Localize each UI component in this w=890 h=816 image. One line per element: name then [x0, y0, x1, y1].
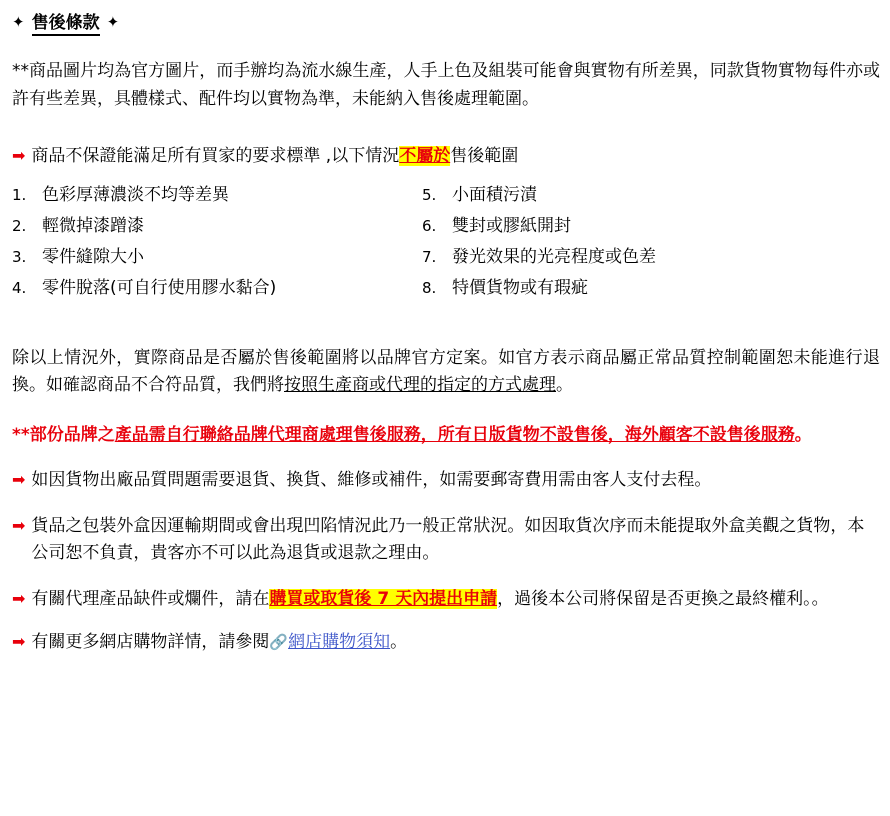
list-item-label: 零件縫隙大小	[42, 246, 144, 267]
star-icon-right: ✦	[106, 12, 120, 31]
exclusion-list-column-left	[12, 184, 422, 311]
claim-before: 有關代理產品缺件或爛件，請在	[31, 588, 270, 609]
brand-decision-part1: 除以上情況外，實際商品是否屬於售後範圍將以品牌官方定案。如官方表示商品屬正常品質控制範圍恕未能進行退換。如確認商品不合符品質，我們將	[12, 347, 880, 396]
shopping-guide-before: 有關更多網店購物詳情，請參閱	[31, 632, 270, 653]
list-item	[422, 184, 852, 205]
brand-decision-part3: 。	[556, 375, 573, 396]
paragraph-not-included	[0, 143, 890, 171]
list-item-label: 小面積污漬	[452, 184, 537, 205]
list-item-number: 7.	[422, 247, 437, 266]
paragraph-claim-window	[0, 586, 890, 614]
list-item	[12, 277, 422, 298]
brand-decision-underline: 按照生產商或代理的指定的方式處理	[284, 375, 556, 396]
list-item	[422, 215, 852, 236]
claim-highlight: 購買或取貨後 7 天內提出申請	[269, 588, 498, 609]
list-item-number: 5.	[422, 185, 437, 204]
list-item	[12, 184, 422, 205]
list-item-label: 零件脫落(可自行使用膠水黏合)	[42, 277, 277, 298]
exclusion-list	[0, 184, 890, 311]
page-title-text: 售後條款	[32, 8, 100, 36]
paragraph-brand-decision	[0, 345, 890, 400]
list-item-label: 發光效果的光亮程度或色差	[452, 246, 656, 267]
arrow-right-icon: ➡	[12, 470, 26, 490]
list-item-label: 色彩厚薄濃淡不均等差異	[42, 184, 229, 205]
exclusion-list-column-right	[422, 184, 852, 311]
not-included-highlight: 不屬於	[399, 146, 451, 167]
list-item-number: 8.	[422, 278, 437, 297]
paragraph-product-images: **商品圖片均為官方圖片，而手辦均為流水線生產，人手上色及組裝可能會與實物有所差異，同款貨物實物每件亦或許有些差異，具體樣式、配件均以實物為準，未能納入售後處理範圍。	[12, 61, 880, 109]
list-item-number: 3.	[12, 247, 27, 266]
claim-after: ，過後本公司將保留是否更換之最終權利。。	[497, 588, 829, 609]
page-title	[0, 0, 890, 36]
list-item-number: 6.	[422, 216, 437, 235]
arrow-right-icon: ➡	[12, 588, 26, 608]
list-item-label: 雙封或膠紙開封	[452, 215, 571, 236]
shopping-guide-after: 。	[390, 632, 408, 653]
list-item-number: 1.	[12, 185, 27, 204]
paragraph-shipping-fee	[0, 467, 890, 495]
list-item	[12, 246, 422, 267]
star-icon-left: ✦	[12, 12, 25, 31]
not-included-after: 售後範圍	[450, 146, 519, 167]
shipping-fee-text: 如因貨物出廠品質問題需要退貨、換貨、維修或補件，如需要郵寄費用需由客人支付去程。	[31, 470, 712, 491]
link-icon: 🔗	[269, 633, 289, 652]
list-item	[12, 215, 422, 236]
box-condition-text: 貨品之包裝外盒因運輸期間或會出現凹陷情況此乃一般正常狀況。如因取貨次序而未能提取外盒美觀之貨物，本公司恕不負責，貴客亦不可以此為退貨或退款之理由。	[31, 515, 865, 564]
list-item-label: 特價貨物或有瑕疵	[452, 277, 588, 298]
arrow-right-icon: ➡	[12, 515, 26, 535]
list-item-number: 2.	[12, 216, 27, 235]
paragraph-box-condition	[0, 513, 890, 568]
not-included-before: 商品不保證能滿足所有買家的要求標準 ,以下情況	[31, 146, 400, 167]
shopping-guide-link[interactable]: 網店購物須知	[288, 632, 391, 653]
agent-notice-part1: **部份品牌之	[12, 424, 115, 445]
agent-notice-part3: 。	[794, 424, 812, 445]
arrow-right-icon: ➡	[12, 146, 26, 166]
list-item	[422, 277, 852, 298]
list-item	[422, 246, 852, 267]
paragraph-shopping-guide	[0, 629, 890, 657]
paragraph-agent-service-notice	[0, 422, 890, 450]
agent-notice-underline: 產品需自行聯絡品牌代理商處理售後服務，所有日版貨物不設售後，海外顧客不設售後服務	[114, 424, 795, 445]
arrow-right-icon: ➡	[12, 632, 26, 652]
list-item-number: 4.	[12, 278, 27, 297]
list-item-label: 輕微掉漆蹭漆	[42, 215, 144, 236]
